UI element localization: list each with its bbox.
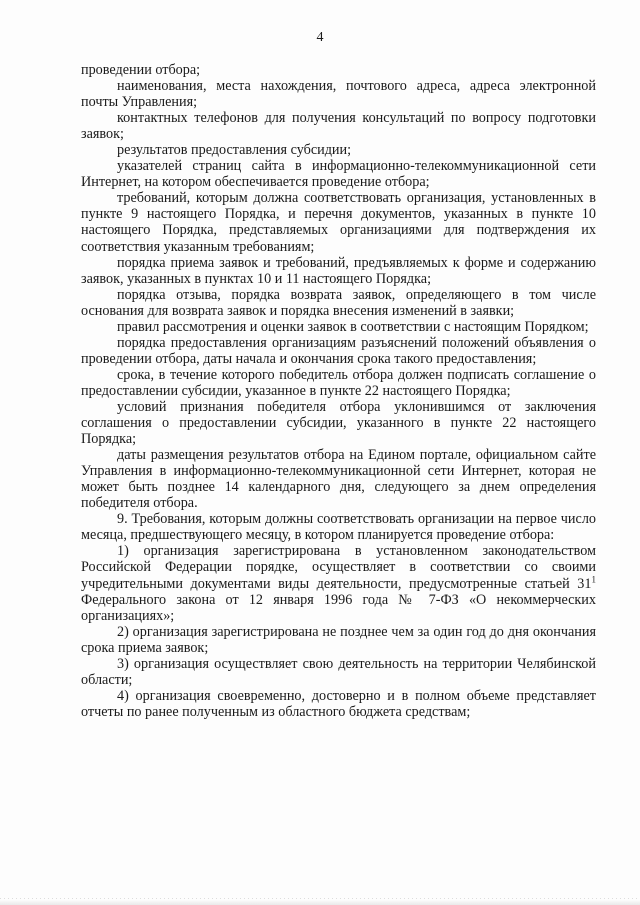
paragraph: порядка предоставления организациям разъяснений положений объявления о проведении отбора, даты начала и окончания срока такого предоставления; [81,334,596,367]
paragraph: требований, которым должна соответствовать организация, установленных в пункте 9 настоящего Порядка, и перечня документов, указанных в пункте 10 настоящего Порядка, представляемых организациями для подтверждения их соответствия указанным требованиям; [81,190,596,255]
requirement-item-2: 2) организация зарегистрирована не позднее чем за один год до дня окончания срока приема заявок; [81,623,596,656]
paragraph: наименования, места нахождения, почтового адреса, адреса электронной почты Управления; [81,78,596,111]
requirement-item-1-text-end: Федерального закона от 12 января 1996 года № 7-ФЗ «О некоммерческих организациях»; [81,591,596,624]
scan-bottom-edge [0,899,640,905]
paragraph: даты размещения результатов отбора на Едином портале, официальном сайте Управления в информационно-телекоммуникационной сети Интернет, которая не может быть позднее 14 календарного дня, следующего за днем определения победителя отбора. [81,447,596,512]
paragraph: срока, в течение которого победитель отбора должен подписать соглашение о предоставлении субсидии, указанное в пункте 22 настоящего Порядка; [81,366,596,399]
paragraph: указателей страниц сайта в информационно-телекоммуникационной сети Интернет, на котором обеспечивается проведение отбора; [81,158,596,191]
paragraph: условий признания победителя отбора уклонившимся от заключения соглашения о предоставлении субсидии, указанного в пункте 22 настоящего Порядка; [81,398,596,448]
paragraph: результатов предоставления субсидии; [117,142,352,159]
page-number: 4 [316,30,324,45]
requirement-item-1 [81,543,596,623]
section-9-heading: 9. Требования, которым должны соответствовать организации на первое число месяца, предшествующего месяцу, в котором планируется проведение отбора: [81,511,596,544]
paragraph: правил рассмотрения и оценки заявок в соответствии с настоящим Порядком; [117,318,589,335]
paragraph: контактных телефонов для получения консультаций по вопросу подготовки заявок; [81,110,596,143]
paragraph: порядка отзыва, порядка возврата заявок, определяющего в том числе основания для возврата заявок и порядка внесения изменений в заявки; [81,286,596,319]
superscript: 1 [591,573,596,584]
document-body [81,62,596,720]
requirement-item-4: 4) организация своевременно, достоверно и в полном объеме представляет отчеты по ранее полученным из областного бюджета средствам; [81,687,596,720]
requirement-item-1-text: 1) организация зарегистрирована в установленном законодательством Российской Федерации порядке, осуществляет в соответствии со своими учредительными документами виды деятельности, предусмотренные статьей 31 [81,543,596,592]
paragraph: порядка приема заявок и требований, предъявляемых к форме и содержанию заявок, указанных в пунктах 10 и 11 настоящего Порядка; [81,254,596,287]
requirement-item-3: 3) организация осуществляет свою деятельность на территории Челябинской области; [81,655,596,688]
paragraph-continuation: проведении отбора; [81,62,201,78]
